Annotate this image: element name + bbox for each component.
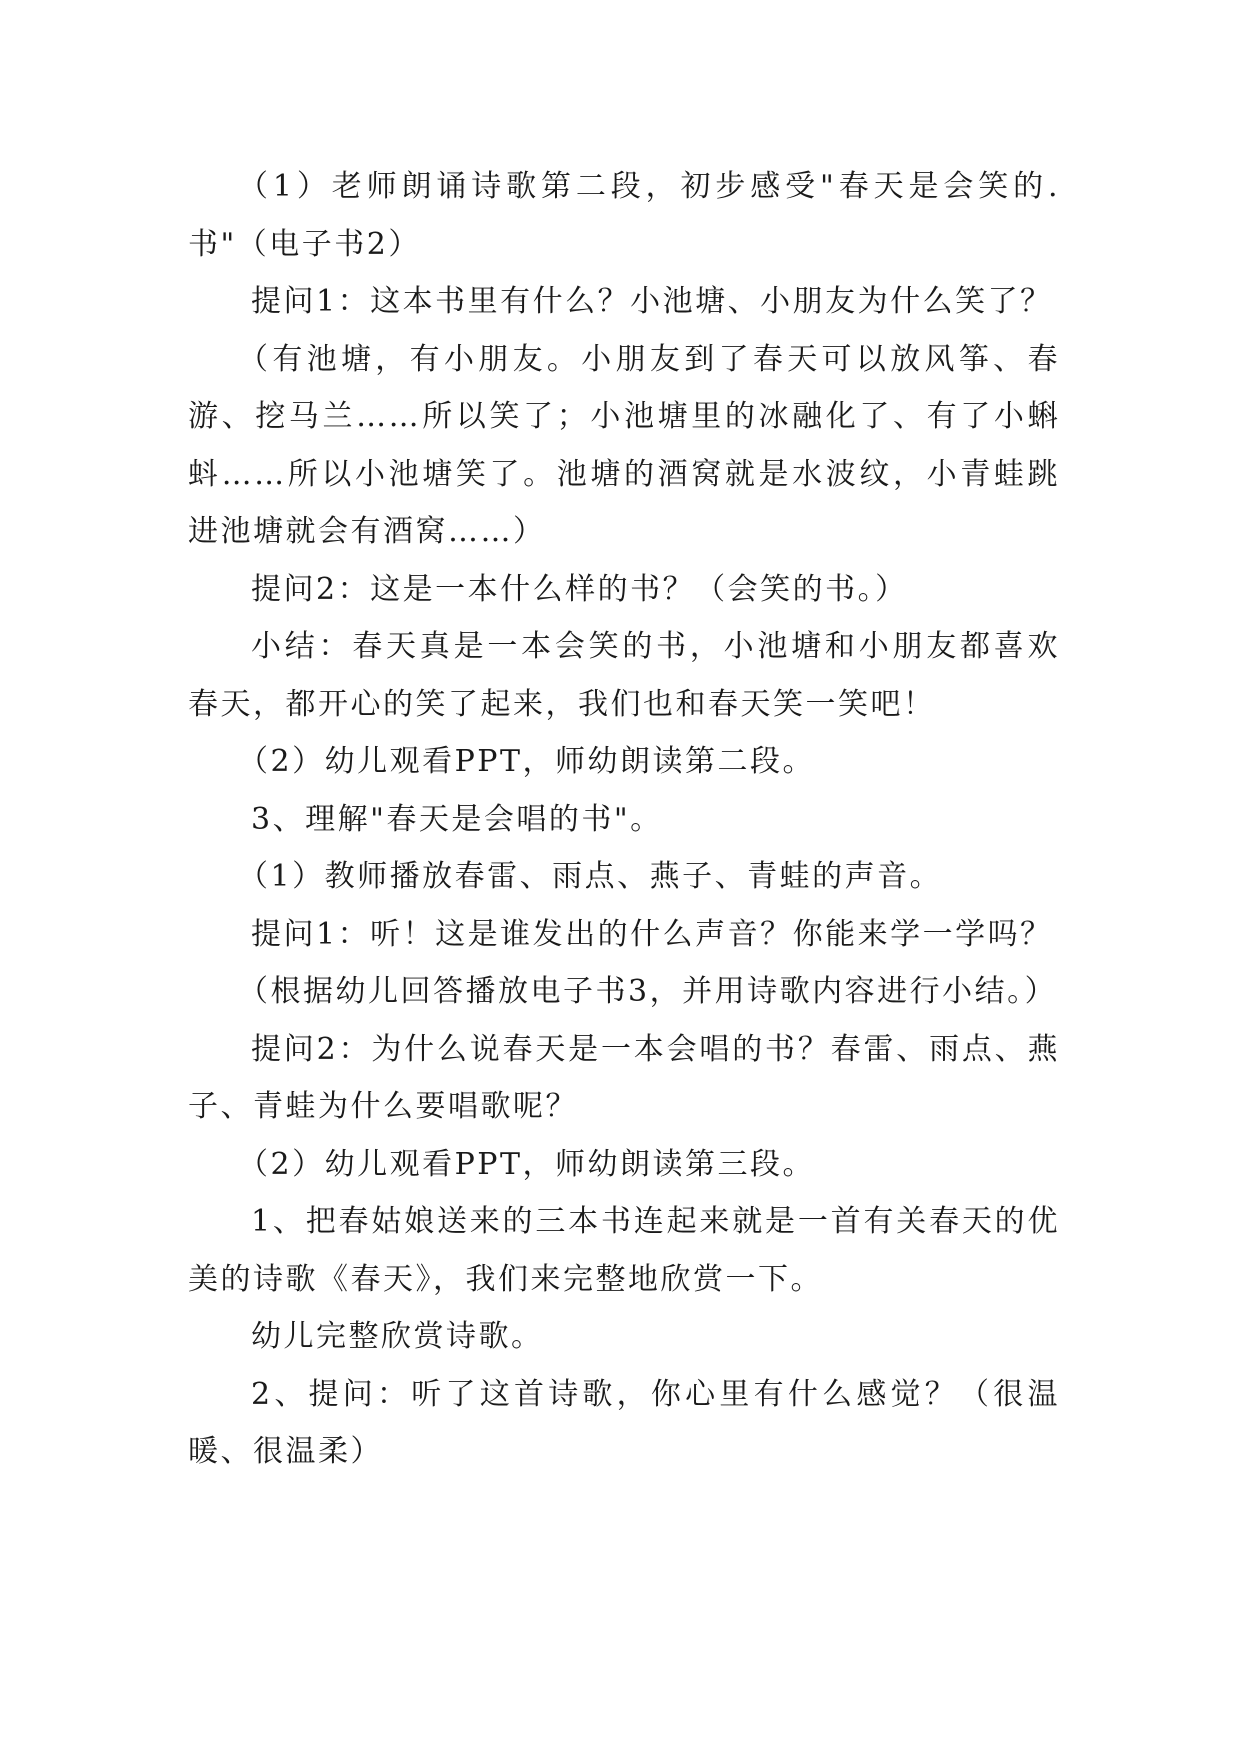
paragraph-full-poem: 幼儿完整欣赏诗歌。	[251, 1319, 544, 1354]
paragraph-understand-sing: 3、理解"春天是会唱的书"。	[251, 801, 663, 837]
paragraph-question-listen: 提问1：听！这是谁发出的什么声音？你能来学一学吗？	[251, 916, 1053, 952]
paragraph-teacher-recite: （1）老师朗诵诗歌第二段，初步感受"春天是会笑的.书"（电子书2）	[188, 169, 1060, 262]
paragraph-question-sing: 提问2：为什么说春天是一本会唱的书？春雷、雨点、燕子、青蛙为什么要唱歌呢？	[188, 1031, 1060, 1124]
document-body	[188, 158, 1060, 1481]
paragraph-question-2: 提问2：这是一本什么样的书？（会笑的书。）	[251, 571, 908, 607]
paragraph-question-1: 提问1：这本书里有什么？小池塘、小朋友为什么笑了？	[251, 284, 1053, 319]
paragraph-ppt-second: （2）幼儿观看PPT，师幼朗读第二段。	[238, 744, 815, 779]
paragraph-ppt-third: （2）幼儿观看PPT，师幼朗读第三段。	[238, 1146, 815, 1182]
paragraph-answer-1: （有池塘，有小朋友。小朋友到了春天可以放风筝、春游、挖马兰……所以笑了；小池塘里的冰融化了、有了小蝌蚪……所以小池塘笑了。池塘的酒窝就是水波纹，小青蛙跳进池塘就会有酒窝……）	[188, 341, 1060, 549]
paragraph-summary: 小结：春天真是一本会笑的书，小池塘和小朋友都喜欢春天，都开心的笑了起来，我们也和春天笑一笑吧！	[188, 629, 1060, 722]
paragraph-connect-books: 1、把春姑娘送来的三本书连起来就是一首有关春天的优美的诗歌《春天》，我们来完整地欣赏一下。	[188, 1204, 1060, 1297]
paragraph-feeling-question: 2、提问：听了这首诗歌，你心里有什么感觉？（很温暖、很温柔）	[188, 1376, 1060, 1469]
paragraph-ebook-3: （根据幼儿回答播放电子书3，并用诗歌内容进行小结。）	[238, 974, 1058, 1009]
paragraph-play-sounds: （1）教师播放春雷、雨点、燕子、青蛙的声音。	[238, 859, 943, 894]
